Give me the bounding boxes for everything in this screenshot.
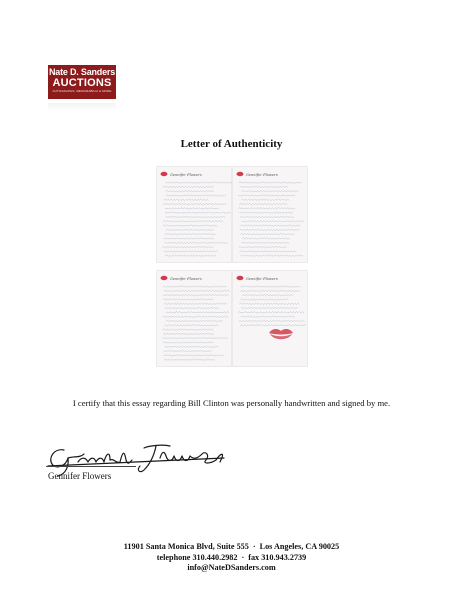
handwriting-line [162, 329, 213, 331]
handwriting-line [165, 208, 219, 210]
signature-line [46, 466, 136, 467]
auction-house-logo [48, 65, 116, 99]
handwriting-line [165, 212, 231, 214]
handwriting-line [239, 203, 287, 205]
handwriting-line [165, 255, 216, 257]
handwriting-line [239, 250, 296, 252]
handwriting-line [241, 199, 289, 201]
handwriting-line [241, 190, 298, 192]
handwriting-line [163, 342, 214, 344]
handwriting-line [241, 242, 289, 244]
handwriting-line [239, 182, 302, 184]
lipstick-logo-icon [161, 172, 168, 176]
handwriting-line [239, 246, 287, 248]
handwriting-line [242, 238, 290, 240]
handwriting-line [163, 316, 229, 318]
letter-header: Gennifer Flowers [170, 173, 202, 177]
handwriting-line [164, 354, 224, 356]
handwriting-line [240, 286, 300, 288]
handwriting-line [163, 203, 226, 205]
handwriting-line [163, 225, 217, 227]
footer-phone-line [0, 553, 463, 564]
logo-tagline: AUTOGRAPHS, MEMORABILIA & MORE [52, 89, 112, 93]
footer-separator: · [241, 552, 245, 562]
handwriting-line [164, 346, 218, 348]
handwriting-line [239, 303, 299, 305]
handwriting-line [240, 299, 288, 301]
handwriting-line [240, 290, 300, 292]
handwriting-line [241, 307, 298, 309]
handwriting-line [240, 186, 288, 188]
handwriting-line [165, 307, 219, 309]
footer-city: Los Angeles, CA 90025 [259, 542, 340, 551]
footer-address: 11901 Santa Monica Blvd, Suite 555 [123, 542, 249, 551]
handwriting-line [165, 233, 216, 235]
page-title: Letter of Authenticity [180, 138, 283, 150]
kiss-mark-icon [269, 329, 293, 339]
handwriting-line [241, 220, 304, 222]
footer-email: info@NateDSanders.com [187, 563, 276, 572]
handwriting-line [164, 250, 218, 252]
handwriting-line [163, 238, 214, 240]
certification-statement: I certify that this essay regarding Bill Clinton was personally handwritten and signed by me. [72, 398, 391, 408]
handwriting-line [238, 207, 295, 209]
letter-header: Gennifer Flowers [246, 277, 278, 281]
handwriting-line [163, 299, 214, 301]
lipstick-logo-icon [161, 276, 168, 280]
logo-name: Nate D. Sanders [48, 67, 116, 77]
handwriting-line [163, 286, 226, 288]
lipstick-logo-icon [237, 172, 244, 176]
handwriting-line [240, 324, 306, 326]
handwriting-line [163, 294, 229, 296]
handwriting-line [241, 225, 301, 227]
handwriting-line [162, 337, 228, 339]
letter-header: Gennifer Flowers [246, 173, 278, 177]
footer-fax: fax 310.943.2739 [248, 552, 307, 562]
handwriting-line [238, 311, 304, 313]
handwriting-line [162, 246, 213, 248]
handwriting-line [239, 195, 296, 197]
contact-footer [0, 542, 463, 574]
handwriting-line [165, 242, 228, 244]
handwriting-line [166, 229, 214, 231]
handwriting-line [164, 350, 212, 352]
logo-auctions: AUCTIONS [52, 77, 112, 89]
signer-name: Gennifer Flowers [48, 471, 112, 481]
handwriting-line [165, 216, 225, 218]
handwriting-line [242, 294, 293, 296]
handwriting-line [166, 320, 223, 322]
letter-page-1 [156, 166, 232, 263]
letter-page-3 [156, 270, 232, 367]
handwriting-line [166, 182, 232, 184]
handwriting-line [166, 311, 229, 313]
letter-page-4 [232, 270, 308, 367]
handwriting-line [164, 359, 215, 361]
handwriting-line [239, 320, 305, 322]
handwriting-line [240, 233, 294, 235]
letter-header: Gennifer Flowers [170, 277, 202, 281]
logo-reflection [48, 103, 116, 111]
handwriting-line [240, 255, 303, 257]
footer-telephone: telephone 310.440.2982 [156, 552, 238, 562]
handwriting-line [240, 216, 294, 218]
handwriting-line [164, 303, 227, 305]
footer-separator: · [252, 542, 256, 551]
handwriting-line [240, 229, 300, 231]
footer-address-line [0, 542, 463, 553]
handwriting-line [163, 186, 214, 188]
handwriting-line [166, 195, 226, 197]
handwriting-line [163, 220, 223, 222]
handwriting-line [163, 333, 214, 335]
lipstick-logo-icon [237, 276, 244, 280]
handwriting-line [166, 190, 214, 192]
handwriting-line [164, 199, 209, 201]
handwriting-line [241, 316, 295, 318]
handwriting-line [239, 212, 293, 214]
handwriting-line [164, 290, 230, 292]
handwriting-line [164, 324, 218, 326]
letter-page-2 [232, 166, 308, 263]
